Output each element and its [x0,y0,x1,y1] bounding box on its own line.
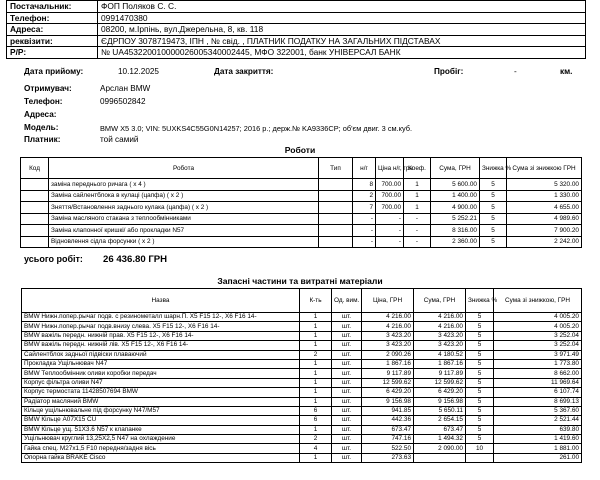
parts-cell: Радіатор масляний BMW [22,397,300,406]
works-cell: - [376,213,404,225]
parts-cell: Корпус термостата 11428507694 BMW [22,388,300,397]
works-cell: 700.00 [376,179,404,191]
parts-cell: 1 [300,378,332,387]
parts-cell: 4 [300,444,332,453]
parts-cell: BMW Нижн.попер.рычаг подв.внизу слева. X5 F15 12-, X6 F16 14- [22,322,300,331]
works-table [20,157,582,248]
parts-cell: 2 654.15 [414,416,466,425]
parts-cell: 3 423.20 [414,331,466,340]
parts-cell: Кільце ущільнювальне під форсунку N47/M57 [22,406,300,415]
parts-cell: 941.85 [362,406,414,415]
parts-cell: Ущільнювач круглий 13,25X2,5 N47 на охлаждение [22,435,300,444]
parts-cell: Гайка спец. M27x1,5 F10 передня/задня вісь [22,444,300,453]
info-label: Телефон: [7,12,98,24]
parts-cell: 11 969.64 [494,378,582,387]
parts-row [22,378,582,387]
parts-cell: 4 216.00 [362,313,414,322]
works-row [21,236,582,248]
parts-cell: 747.16 [362,435,414,444]
info-row [7,12,586,24]
parts-cell: 6 429.20 [414,388,466,397]
parts-cell: BMW Нижн.попер.рычаг подв. с резинометалл шарн.П. X5 F15 12-, X6 F16 14- [22,313,300,322]
parts-cell: 5 [466,406,494,415]
parts-cell: 6 [300,416,332,425]
parts-cell: 5 [466,435,494,444]
works-header-row [21,158,582,179]
info-row [7,35,586,47]
parts-cell: 1 [300,397,332,406]
works-cell [319,190,353,202]
works-header-cell: Коеф. [404,158,431,179]
works-cell: 5 [480,190,507,202]
accept-date-value: 10.12.2025 [118,67,159,76]
info-value: 08200, м.Ірпінь, вул.Джерельна, 8, кв. 118 [98,24,586,36]
parts-cell: 5 [466,322,494,331]
works-header-cell: Тип [319,158,353,179]
parts-header-cell: Ціна, ГРН [362,289,414,313]
works-cell: заміна переднього ричага ( x 4 ) [49,179,319,191]
parts-cell: 9 117.89 [362,369,414,378]
parts-cell: 1 867.16 [414,359,466,368]
parts-row [22,341,582,350]
parts-header-cell: Знижка % [466,289,494,313]
works-cell: Зняття/Встановлення заднього кулака (цапфа) ( x 2 ) [49,202,319,214]
parts-cell: 1 [300,341,332,350]
works-row [21,190,582,202]
parts-cell: 1 881.00 [494,444,582,453]
works-cell: Заміна масляного стакана з теплообмінниками [49,213,319,225]
parts-cell: 1 [300,425,332,434]
parts-cell: BMW важіль передн. нижній лів. X5 F15 12-, X6 F16 14- [22,341,300,350]
parts-cell: 6 107.74 [494,388,582,397]
works-cell: 5 [480,225,507,237]
parts-cell: 3 423.20 [414,341,466,350]
parts-cell: 673.47 [414,425,466,434]
info-value: ФОП Поляков С. С. [98,1,586,13]
works-cell [319,179,353,191]
parts-cell: BMW важіль передн. нижній прав. X5 F15 12-, X6 F16 14- [22,331,300,340]
parts-cell: 6 [300,406,332,415]
works-row [21,202,582,214]
works-row [21,213,582,225]
works-cell: - [376,236,404,248]
works-cell: 5 [480,213,507,225]
parts-header-cell: Сума, ГРН [414,289,466,313]
parts-cell: шт. [332,313,362,322]
parts-cell: 1 [300,313,332,322]
works-cell: Відновлення сідла форсунки ( x 2 ) [49,236,319,248]
works-cell: 4 655.00 [507,202,582,214]
info-value: ЄДРПОУ 3078719473, ІПН , № свід. , ПЛАТНИК ПОДАТКУ НА ЗАГАЛЬНИХ ПІДСТАВАХ [98,35,586,47]
works-cell: 1 [404,202,431,214]
works-cell [21,179,49,191]
works-cell: - [376,225,404,237]
parts-cell: 639.80 [494,425,582,434]
parts-cell: шт. [332,331,362,340]
info-value: 0991470380 [98,12,586,24]
parts-cell: 12 599.62 [362,378,414,387]
parts-cell: 1 [300,453,332,462]
parts-row [22,322,582,331]
works-cell: 5 [480,236,507,248]
parts-cell: 5 [466,416,494,425]
parts-header-cell: Од. вим. [332,289,362,313]
parts-cell: Корпус фільтра оливи N47 [22,378,300,387]
works-cell: Заміна сайлентблока в кулаці (цапфа) ( x 2 ) [49,190,319,202]
parts-row [22,453,582,462]
parts-cell: 2 090.26 [362,350,414,359]
parts-cell: шт. [332,378,362,387]
parts-cell: 3 423.20 [362,331,414,340]
parts-cell: 4 216.00 [362,322,414,331]
works-cell: 2 242.00 [507,236,582,248]
works-cell: 5 [480,202,507,214]
client-phone-value: 0996502842 [100,97,146,106]
parts-cell: 5 [466,388,494,397]
parts-cell: 4 216.00 [414,313,466,322]
works-header-cell: Код [21,158,49,179]
parts-cell: 8 662.00 [494,369,582,378]
parts-row [22,313,582,322]
parts-cell: шт. [332,322,362,331]
parts-cell: 5 367.60 [494,406,582,415]
works-cell [319,225,353,237]
close-date-label: Дата закриття: [214,67,274,76]
parts-cell: шт. [332,359,362,368]
works-cell: - [353,225,376,237]
parts-cell: 9 156.98 [414,397,466,406]
parts-cell: шт. [332,416,362,425]
works-cell: 1 400.00 [431,190,480,202]
parts-row [22,359,582,368]
works-cell [21,236,49,248]
works-cell: 4 900.00 [431,202,480,214]
works-cell: 1 330.00 [507,190,582,202]
works-cell [21,213,49,225]
parts-cell: 9 156.98 [362,397,414,406]
parts-cell: шт. [332,397,362,406]
works-header-cell: н/г [353,158,376,179]
works-cell [319,236,353,248]
parts-cell: BMW Теплообмінник оливи коробки передач [22,369,300,378]
info-value: № UA453220010000026005340002445, МФО 322001, банк УНІВЕРСАЛ БАНК [98,47,586,59]
parts-cell: шт. [332,341,362,350]
works-cell: 5 252.21 [431,213,480,225]
works-cell: 7 900.20 [507,225,582,237]
parts-cell: 5 [466,425,494,434]
parts-cell: 4 005.20 [494,313,582,322]
parts-row [22,406,582,415]
parts-cell: Сайлентблок задньої підвіски плаваючий [22,350,300,359]
parts-cell: шт. [332,406,362,415]
parts-cell: Прокладка Ущільнювач N47 [22,359,300,368]
works-cell: Заміна клапонної кришкі/ або прокладки N57 [49,225,319,237]
parts-header-cell: Сума зі знижкою, ГРН [494,289,582,313]
parts-cell: 6 429.20 [362,388,414,397]
accept-date-label: Дата прийому: [24,67,84,76]
parts-cell: 442.36 [362,416,414,425]
works-cell: 7 [353,202,376,214]
works-cell: 2 [353,190,376,202]
works-row [21,179,582,191]
works-cell: - [404,225,431,237]
parts-title: Запасні частини та витратні матеріали [217,276,383,286]
parts-header-row [22,289,582,313]
payer-label: Платник: [24,135,61,144]
parts-row [22,388,582,397]
parts-cell: 673.47 [362,425,414,434]
info-label: Р/Р: [7,47,98,59]
parts-cell: 3 971.49 [494,350,582,359]
works-cell: 700.00 [376,202,404,214]
parts-cell: BMW Кільце ущ. 51X3.6 N57 к клапанке [22,425,300,434]
parts-cell: шт. [332,388,362,397]
works-header-cell: Сума зі знижкою ГРН [507,158,582,179]
parts-cell: 4 216.00 [414,322,466,331]
supplier-info-table [6,0,586,59]
works-cell: 700.00 [376,190,404,202]
parts-cell [466,453,494,462]
mileage-label: Пробіг: [434,67,464,76]
parts-table [21,288,582,463]
works-cell: 5 600.00 [431,179,480,191]
parts-cell: шт. [332,350,362,359]
works-cell [319,213,353,225]
parts-cell: 12 599.62 [414,378,466,387]
works-cell: 8 316.00 [431,225,480,237]
parts-cell: 2 [300,350,332,359]
works-cell: 1 [404,179,431,191]
works-cell [21,190,49,202]
works-cell: - [353,213,376,225]
parts-row [22,350,582,359]
info-label: Адреса: [7,24,98,36]
parts-cell: Опорна гайка BRAKE Cisco [22,453,300,462]
parts-cell: шт. [332,369,362,378]
works-header-cell: Сума, ГРН [431,158,480,179]
parts-cell: 261.00 [494,453,582,462]
works-header-cell: Ціна н/г, грн [376,158,404,179]
parts-cell: 1 494.32 [414,435,466,444]
works-cell: 1 [404,190,431,202]
parts-cell: 5 [466,313,494,322]
works-total-value: 26 436.80 ГРН [103,254,168,265]
mileage-value: - [514,67,517,76]
parts-cell: 273.63 [362,453,414,462]
parts-cell: 3 252.04 [494,341,582,350]
works-cell [319,202,353,214]
parts-cell: 1 867.16 [362,359,414,368]
parts-cell: 5 650.11 [414,406,466,415]
parts-cell: 1 419.60 [494,435,582,444]
info-label: реквізити: [7,35,98,47]
parts-cell: 5 [466,350,494,359]
parts-header-cell: К-ть [300,289,332,313]
parts-cell: 5 [466,331,494,340]
parts-cell: 10 [466,444,494,453]
parts-cell: 5 [466,378,494,387]
works-cell: 2 360.00 [431,236,480,248]
works-cell: 5 [480,179,507,191]
parts-cell: 5 [466,369,494,378]
client-phone-label: Телефон: [24,97,63,106]
works-header-cell: Робота [49,158,319,179]
receiver-label: Отримувач: [24,84,72,93]
parts-cell: 9 117.89 [414,369,466,378]
parts-cell: 5 [466,359,494,368]
parts-cell: 1 [300,359,332,368]
parts-cell: 1 [300,331,332,340]
parts-cell: 5 [466,397,494,406]
info-row [7,47,586,59]
parts-header-cell: Назва [22,289,300,313]
parts-cell: 4 180.52 [414,350,466,359]
payer-value: той самий [100,135,139,144]
works-cell: 5 320.00 [507,179,582,191]
works-cell: 8 [353,179,376,191]
parts-cell: BMW Кільце A07X15 CU [22,416,300,425]
parts-cell: 2 521.44 [494,416,582,425]
parts-row [22,397,582,406]
works-title: Роботи [284,145,316,155]
info-label: Постачальник: [7,1,98,13]
works-cell [21,202,49,214]
parts-cell: 3 252.04 [494,331,582,340]
works-total-label: усього робіт: [24,254,83,264]
info-row [7,24,586,36]
parts-cell: 8 699.13 [494,397,582,406]
parts-row [22,369,582,378]
works-header-cell: Знижка % [480,158,507,179]
works-cell [21,225,49,237]
parts-cell: 522.50 [362,444,414,453]
works-cell: - [404,236,431,248]
parts-cell: шт. [332,425,362,434]
works-cell: - [404,213,431,225]
parts-row [22,425,582,434]
client-address-label: Адреса: [24,110,57,119]
parts-cell [414,453,466,462]
parts-row [22,444,582,453]
parts-cell: 4 005.20 [494,322,582,331]
works-row [21,225,582,237]
parts-cell: 1 [300,388,332,397]
mileage-unit: км. [560,67,573,76]
parts-cell: 1 [300,369,332,378]
parts-row [22,331,582,340]
parts-cell: 3 423.20 [362,341,414,350]
parts-row [22,435,582,444]
parts-cell: шт. [332,444,362,453]
info-row [7,1,586,13]
parts-cell: 1 773.80 [494,359,582,368]
model-label: Модель: [24,123,59,132]
parts-cell: шт. [332,453,362,462]
receiver-value: Арслан BMW [100,84,151,93]
parts-row [22,416,582,425]
parts-cell: 2 [300,435,332,444]
parts-cell: 5 [466,341,494,350]
parts-cell: 2 090.00 [414,444,466,453]
works-cell: 4 989.60 [507,213,582,225]
works-cell: - [353,236,376,248]
parts-cell: 1 [300,322,332,331]
parts-cell: шт. [332,435,362,444]
model-value: BMW X5 3.0; VIN: 5UXKS4C55G0N14257; 2016 р.; держ.№ KA9336CP; об'єм двиг. 3 см.куб. [100,124,413,133]
